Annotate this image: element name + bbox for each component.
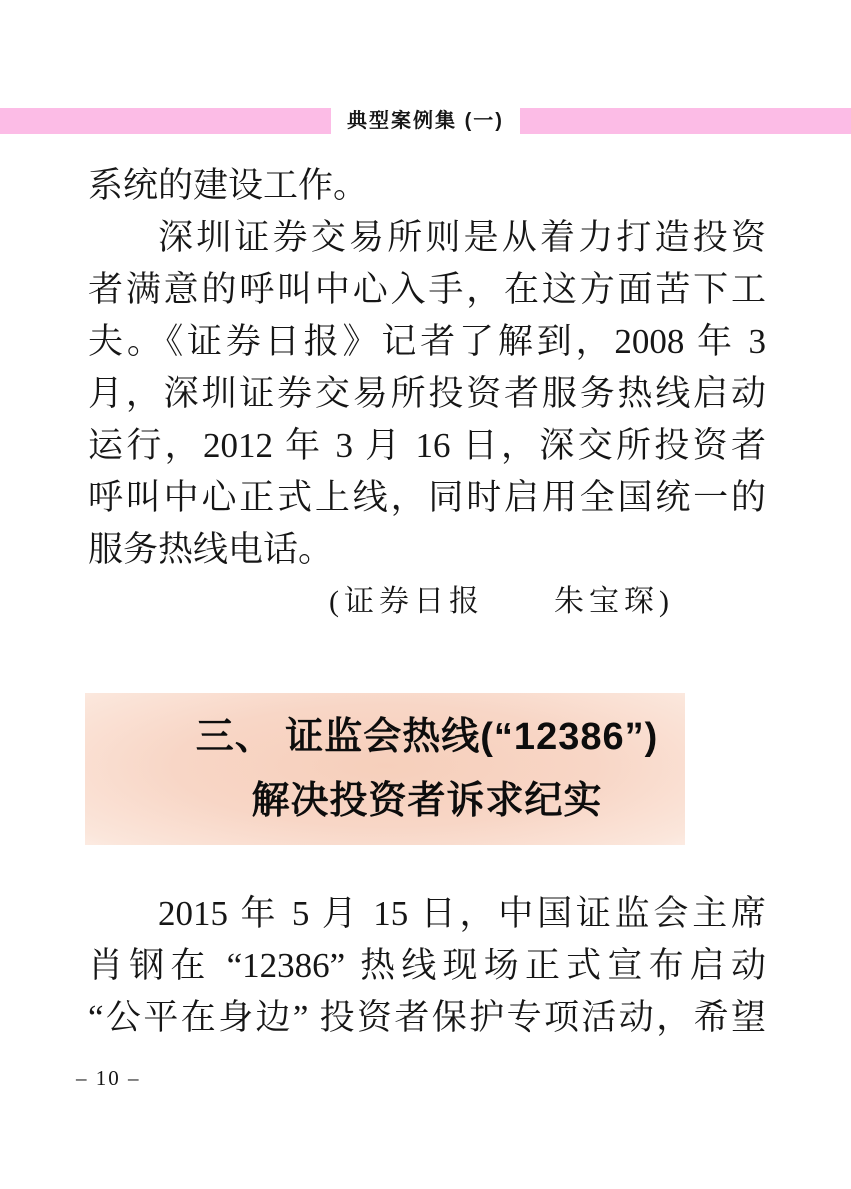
running-head-title: 典型案例集 (一) bbox=[331, 108, 520, 134]
article-body bbox=[88, 160, 766, 628]
paragraph-line: 呼叫中心正式上线，同时启用全国统一的 bbox=[88, 478, 766, 517]
page-number: – 10 – bbox=[76, 1066, 141, 1090]
section-heading-line: 三、 证监会热线(“12386”) bbox=[195, 716, 659, 758]
paragraph-line: 者满意的呼叫中心入手，在这方面苦下工 bbox=[88, 270, 766, 309]
section-heading-line: 解决投资者诉求纪实 bbox=[251, 780, 603, 822]
paragraph-line: 系统的建设工作。 bbox=[88, 166, 369, 205]
paragraph-line: “公平在身边” 投资者保护专项活动，希望 bbox=[88, 998, 766, 1037]
source-attribution: (证券日报 朱宝琛) bbox=[329, 585, 674, 618]
paragraph-line: 深圳证券交易所则是从着力打造投资 bbox=[158, 218, 766, 257]
paragraph-line: 肖钢在 “12386” 热线现场正式宣布启动 bbox=[88, 946, 766, 985]
section-heading bbox=[88, 705, 766, 833]
paragraph-line: 月，深圳证券交易所投资者服务热线启动 bbox=[88, 374, 766, 413]
paragraph-line: 服务热线电话。 bbox=[88, 530, 334, 569]
paragraph-line: 运行，2012 年 3 月 16 日，深交所投资者 bbox=[88, 426, 766, 465]
paragraph-line: 夫。《证券日报》记者了解到，2008 年 3 bbox=[88, 322, 766, 361]
paragraph-line: 2015 年 5 月 15 日，中国证监会主席 bbox=[158, 894, 766, 933]
paragraph bbox=[88, 888, 766, 1044]
header-bar bbox=[0, 108, 851, 134]
